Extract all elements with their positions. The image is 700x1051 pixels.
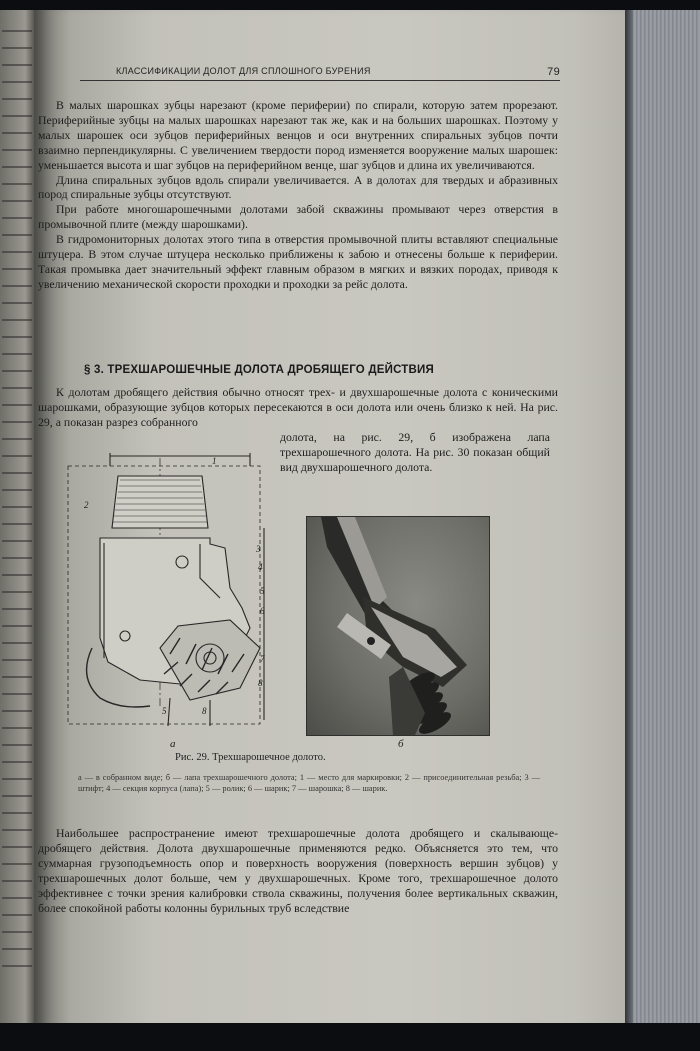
figure-caption: Рис. 29. Трехшарошечное долото. [175,752,326,763]
callout-number: 2 [84,500,89,510]
callout-number: 8 [258,678,263,688]
book-cover-top [0,0,700,10]
running-head [80,66,560,81]
drill-bit-section-drawing [60,448,282,738]
callout-number: 5 [260,586,265,596]
leg-photo-drawing [307,517,489,735]
bottom-text-block [38,826,558,915]
callout-number: 5 [162,706,167,716]
paragraph: В гидромониторных долотах этого типа в отверстия промывочной плиты вставляют специальные штуцера. В этом случае штуцера несколько приближены к забою и отнесены больше к периферии. Такая промывка дает значительный эффект главным образом в мягких и вязких породах, приводя к увеличению механической скорости проходки и проходки за рейс долота. [38,232,558,291]
figure-legend: а — в собранном виде; б — лапа трехшарошечного долота; 1 — место для маркировки; 2 — присоединительная резьба; 3 — штифт; 4 — секция корпуса (лапа); 5 — ролик; 6 — шарик; 7 — шарошка; 8 — шарик. [78,773,540,793]
drill-bit-leg-photo [306,516,490,736]
page-number: 79 [547,66,560,78]
callout-number: 6 [260,606,265,616]
paragraph: К долотам дробящего действия обычно относят трех- и двухшарошечные долота с коническими шарошками, образующие зубцов которых пересекаются в оси долота или очень близко к ней. На рис. 29, а показан разрез собранного [38,385,558,429]
section-heading: § 3. ТРЕХШАРОШЕЧНЫЕ ДОЛОТА ДРОБЯЩЕГО ДЕЙСТВИЯ [84,364,434,376]
paragraph: В малых шарошках зубцы нарезают (кроме периферии) по спирали, которую затем прорезают. Периферийные зубцы на малых шарошках нарезают так же, как и на больших шарошках. Поэтому у малых шарошек оси зубцов периферийных венцов и оси внутренних спиральных зубцов почти взаимно перпендикулярны. С увеличением твердости пород изменяется вооружение малых шарошек: уменьшается высота и шаг зубцов на периферийном венце, шаг зубцов и длина их увеличиваются. [38,98,558,172]
paragraph: Наибольшее распространение имеют трехшарошечные долота дробящего и скалывающе-дробящего действия. Долота двухшарошечные применяются редко. Объясняется это тем, что суммарная грузоподъемность опор и поверхность вооружения (поверхность вершин зубцов) у трехшарошечных долот больше, чем у двухшарошечных. Кроме того, трехшарошечное долото эффективнее с точки зрения калибровки ствола скважины, получения более вертикальных скважин, более спокойной работы колонны бурильных труб вследствие [38,826,558,915]
callout-number: 7 [260,654,265,664]
callout-number: 3 [256,544,261,554]
figure-label-b: б [398,738,404,750]
running-head-title: КЛАССИФИКАЦИИ ДОЛОТ ДЛЯ СПЛОШНОГО БУРЕНИЯ [116,66,371,76]
callout-number: 8 [202,706,207,716]
left-page-edge [0,0,36,1051]
paragraph: При работе многошарошечными долотами забой скважины промывают через отверстия в промывочной плите (между шарошками). [38,202,558,232]
paragraph: Длина спиральных зубцов вдоль спирали увеличивается. А в долотах для твердых и абразивных пород спиральные зубцы отсутствуют. [38,172,558,202]
callout-number: 4 [258,562,263,572]
book-cover-bottom [0,1023,700,1051]
figure-label-a: а [170,738,176,750]
page-block-edge [625,0,700,1051]
callout-number: 1 [212,456,217,466]
intro-text-right: долота, на рис. 29, б изображена лапа трехшарошечного долота. На рис. 30 показан общий вид двухшарошечного долота. [280,430,550,474]
top-text-block [38,98,558,292]
intro-text-block [38,385,558,430]
